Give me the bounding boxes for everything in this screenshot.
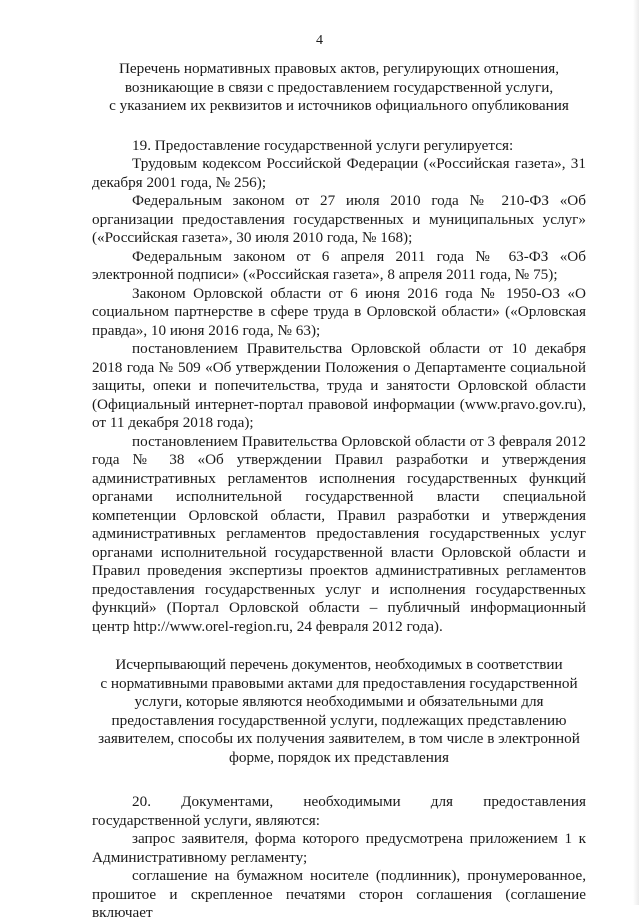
heading-line: предоставления государственной услуги, подлежащих представлению (111, 711, 567, 729)
section-19-item: Трудовым кодексом Российской Федерации («Российская газета», 31 декабря 2001 года, № 256); (92, 155, 586, 191)
heading-line: с нормативными правовыми актами для предоставления государственной (100, 674, 578, 692)
section-19-item: Федеральным законом от 6 апреля 2011 года № 63-ФЗ «Об электронной подписи» («Российская газета», 8 апреля 2011 года, № 75); (92, 247, 586, 283)
heading-line: Исчерпывающий перечень документов, необходимых в соответствии (115, 656, 563, 673)
heading-line: услуги, которые являются необходимыми и обязательными для (134, 693, 544, 710)
heading-required-documents (92, 656, 586, 767)
document-body (92, 60, 586, 923)
section-19-item: постановлением Правительства Орловской области от 10 декабря 2018 года № 509 «Об утверждении Положения о Департаменте социальной защиты, опеки и попечительства, труда и занятости Орловской области (Официальный интернет-портал правовой информации (www.pravo.gov.ru), от 11 декабря 2018 года); (92, 340, 586, 431)
section-20-item: соглашение на бумажном носителе (подлинник), пронумерованное, прошитое и скрепленное печатями сторон соглашения (соглашение включает (92, 867, 586, 921)
section-19-item: постановлением Правительства Орловской области от 3 февраля 2012 года № 38 «Об утверждении Правил разработки и утверждения административных регламентов исполнения государственных функций органами исполнительной государственной власти специальной компетенции Орловской области, Правил разработки и утверждения административных регламентов предоставления государственных услуг органами исполнительной государственной власти Орловской области и Правил проведения экспертизы проектов административных регламентов предоставления государственных услуг и исполнения государственных функций» (Портал Орловской области – публичный информационный центр http://www.orel-region.ru, 24 февраля 2012 года). (92, 432, 586, 635)
section-19-item: Законом Орловской области от 6 июня 2016 года № 1950-ОЗ «О социальном партнерстве в сфере труда в Орловской области» («Орловская правда», 10 июня 2016 года, № 63); (92, 284, 586, 339)
heading-line: возникающие в связи с предоставлением государственной услуги, (124, 78, 554, 96)
section-19-item: Федеральным законом от 27 июля 2010 года № 210-ФЗ «Об организации предоставления государственных и муниципальных услуг» («Российская газета», 30 июля 2010 года, № 168); (92, 192, 586, 246)
section-19-title: 19. Предоставление государственной услуги регулируется: (132, 136, 514, 154)
heading-line: Перечень нормативных правовых актов, регулирующих отношения, (118, 60, 560, 77)
heading-line: форме, порядок их представления (229, 748, 449, 766)
heading-line: заявителем, способы их получения заявителем, в том числе в электронной (98, 730, 580, 747)
scan-edge-shadow (633, 0, 639, 905)
section-20-item: запрос заявителя, форма которого предусмотрена приложением 1 к Административному регламенту; (92, 830, 586, 866)
page-number: 4 (316, 33, 323, 48)
heading-line: с указанием их реквизитов и источников официального опубликования (109, 97, 569, 114)
section-20-title: 20. Документами, необходимыми для предоставления государственной услуги, являются: (92, 793, 586, 829)
heading-legal-acts (92, 60, 586, 116)
